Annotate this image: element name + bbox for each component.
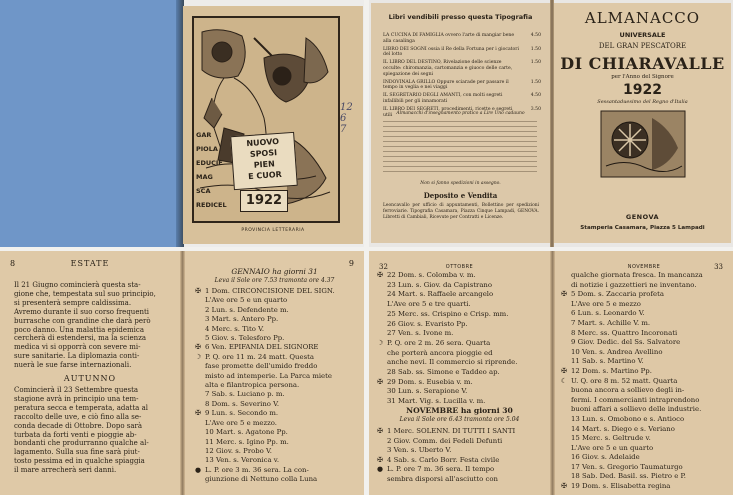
calendar-text: giunzione di Nettuno colla Luna <box>205 475 318 484</box>
calendar-symbol-icon <box>557 405 571 415</box>
calendar-row <box>191 362 361 371</box>
calendar-text: 12 Giov. s. Probo V. <box>205 446 272 455</box>
calendar-row <box>191 447 361 456</box>
sign-line: SPOSI <box>249 148 278 159</box>
calendar-row <box>373 271 549 281</box>
calendar-symbol-icon: ☾ <box>560 376 568 385</box>
calendar-text: 1 Merc. SOLENN. DI TUTTI I SANTI <box>387 427 516 435</box>
calendar-row <box>191 419 361 428</box>
calendar-symbol-icon <box>191 325 205 334</box>
calendar-text: che porterà ancora pioggie ed <box>387 348 493 357</box>
calendar-symbol-icon <box>557 281 571 291</box>
calendar-text: 27 Ven. s. Ivone m. <box>387 329 454 338</box>
calendar-symbol-icon <box>373 349 387 359</box>
calendar-row <box>557 367 731 377</box>
calendar-symbol-icon: ✠ <box>195 343 201 352</box>
calendar-row <box>373 300 549 310</box>
advert-item-text: LA CUCINA DI FAMIGLIA ovvero l'arte di mangiar bene alla casalinga <box>383 33 515 44</box>
calendar-text: 9 Giov. Dedic. del Ss. Salvatore <box>571 338 681 347</box>
calendar-symbol-icon <box>191 428 205 437</box>
calendar-row <box>191 296 361 305</box>
advert-item <box>383 47 541 59</box>
calendar-symbol-icon <box>557 425 571 435</box>
calendar-row <box>557 463 731 473</box>
calendar-symbol-icon <box>373 290 387 300</box>
calendar-text: 25 Merc. ss. Crispino e Crisp. mm. <box>387 309 509 318</box>
text-line: nuerà le sue farse internazionali. <box>14 361 132 370</box>
calendar-text: 8 Merc. ss. Quattro Incoronati <box>571 328 678 337</box>
calendar-symbol-icon <box>557 415 571 425</box>
text-line: bondanti che produrranno qualche al- <box>14 439 149 448</box>
calendar-text: 17 Ven. s. Gregorio Taumaturgo <box>571 462 683 471</box>
calendar-text: 2 Giov. Comm. dei Fedeli Defunti <box>387 436 503 445</box>
text-line: medica vi si opporrà con severe mi- <box>14 343 141 352</box>
text-line: poco danno. Una malattia epidemica <box>14 325 145 334</box>
woodcut-frame <box>192 16 340 223</box>
side-word: EDUCIE <box>196 159 223 167</box>
text-line: conda decade di Ottobre. Dopo sarà <box>14 421 143 430</box>
calendar-text: 5 Dom. s. Zaccaria profeta <box>571 290 664 299</box>
calendar-symbol-icon <box>373 446 387 456</box>
calendar-text: 4 Merc. s. Tito V. <box>205 324 265 333</box>
page-8 <box>0 251 180 495</box>
calendar-text: 31 Mart. Vig. s. Lucilla v. m. <box>387 397 486 406</box>
page-number: 9 <box>348 259 354 268</box>
pencil-note: 12 6 7 <box>340 102 353 135</box>
calendar-row <box>191 466 361 475</box>
calendar-row <box>191 353 361 362</box>
advert-items <box>383 33 541 120</box>
advert-item-price: 1.50 <box>530 46 541 52</box>
calendar-symbol-icon <box>557 309 571 319</box>
calendar-symbol-icon: ✠ <box>377 427 383 435</box>
calendar-lines <box>373 271 549 407</box>
calendar-text: 14 Mart. s. Diego e s. Veriano <box>571 424 675 433</box>
advert-page <box>371 3 550 243</box>
calendar-text: 1 Dom. CIRCONCISIONE DEL SIGN. <box>205 287 335 295</box>
calendar-symbol-icon: ✠ <box>195 409 201 418</box>
calendar-text: 22 Dom. s. Colomba v. m. <box>387 271 476 279</box>
sign-line: PIEN <box>253 159 276 170</box>
calendar-row <box>373 446 549 456</box>
calendar-row <box>373 281 549 291</box>
calendar-text: buoni affari a sollievo delle industrie. <box>571 405 702 414</box>
advert-item-price: 1.50 <box>530 60 541 66</box>
calendar-symbol-icon <box>191 475 205 484</box>
calendar-symbol-icon <box>191 447 205 456</box>
calendar-row <box>557 281 731 291</box>
calendar-symbol-icon <box>191 381 205 390</box>
calendar-symbol-icon: ☽ <box>376 338 384 347</box>
title-city: GENOVA <box>625 213 660 221</box>
sign-board <box>230 132 298 190</box>
text-line: si presenterà sempre caldissima. <box>14 298 132 307</box>
calendar-row <box>373 387 549 397</box>
advert-title: Libri vendibili presso questa Tipografia <box>388 13 533 21</box>
calendar-row <box>191 456 361 465</box>
text-line: sure sanitarie. La diplomazia conti- <box>14 352 140 361</box>
calendar-row <box>191 287 361 296</box>
calendar-row <box>373 368 549 378</box>
calendar-symbol-icon <box>373 387 387 397</box>
calendar-text: sembra disporsi all'asciutto con <box>387 474 498 483</box>
calendar-text: 6 Ven. EPIFANIA DEL SIGNORE <box>205 343 319 352</box>
side-word: REDICEL <box>196 201 227 209</box>
calendar-text: 15 Merc. s. Geltrude v. <box>571 434 651 443</box>
calendar-symbol-icon <box>557 386 571 396</box>
calendar-text: 3 Ven. s. Uberto V. <box>387 446 452 455</box>
calendar-row <box>373 475 549 485</box>
calendar-symbol-icon <box>557 463 571 473</box>
season-heading: ESTATE <box>70 259 110 268</box>
side-word: GAR <box>196 131 212 139</box>
calendar-text: 13 Lun. s. Omobono e s. Antioco <box>571 414 685 423</box>
calendar-row <box>373 349 549 359</box>
calendar-row <box>557 309 731 319</box>
calendar-text: 9 Lun. s. Secondo m. <box>205 409 279 418</box>
calendar-text: 5 Giov. s. Telesforo Pp. <box>205 334 285 343</box>
calendar-text: P. Q. ore 11 m. 24 matt. Questa <box>205 352 314 361</box>
calendar-text: 10 Ven. s. Andrea Avellino <box>571 347 663 356</box>
cover-caption: PROVINCIA LETTERARIA <box>241 228 305 233</box>
calendar-symbol-icon <box>373 320 387 330</box>
month-heading: GENNAIO ha giorni 31 <box>231 267 318 276</box>
text-line: raccolto delle uve, e ciò fino alla se- <box>14 412 142 421</box>
calendar-symbol-icon <box>191 362 205 371</box>
text-line: il mare arrecherà seri danni. <box>14 466 117 475</box>
calendar-symbol-icon <box>557 329 571 339</box>
calendar-text: 4 Sab. s. Carlo Borr. Festa civile <box>387 455 500 464</box>
calendar-symbol-icon <box>191 315 205 324</box>
calendar-row <box>373 437 549 447</box>
calendar-row <box>557 434 731 444</box>
advert-item-text: IL LIBRO DEL DESTINO, Rivelazione delle scienze occulte: chiromanzia, cartomanzia e giuoco delle carte, spiegazione dei segni <box>383 60 513 77</box>
calendar-row <box>373 465 549 475</box>
calendar-text: 6 Lun. s. Leonardo V. <box>571 309 645 318</box>
advert-item <box>383 93 541 105</box>
advert-item-text: IL SEGRETARIO DEGLI AMANTI, con molti segreti infallibili per gli innamorati <box>383 93 503 104</box>
calendar-row <box>557 472 731 482</box>
calendar-symbol-icon: ✠ <box>195 287 201 295</box>
calendar-row <box>373 339 549 349</box>
calendar-text: 19 Dom. s. Elisabetta regina <box>571 482 671 491</box>
side-word: PIOLA <box>196 145 218 153</box>
calendar-text: fermi. I commercianti intraprendono <box>571 395 700 404</box>
calendar-text: 11 Merc. s. Igino Pp. m. <box>205 437 289 446</box>
advert-item-text: INDOVINALA GRILLO Oppure sciarade per passare il tempo in veglia e nei viaggi <box>383 79 509 91</box>
calendar-text: 2 Lun. s. Defendente m. <box>205 305 289 314</box>
calendar-text: buona ancora a sollievo degli in- <box>571 386 685 395</box>
calendar-symbol-icon <box>557 348 571 358</box>
calendar-row <box>373 378 549 388</box>
calendar-symbol-icon <box>373 358 387 368</box>
text-line: burrasche con grandine che darà però <box>14 316 151 325</box>
calendar-text: L'Ave ore 5 e un quarto <box>571 443 654 452</box>
page-33 <box>555 251 733 495</box>
calendar-row <box>191 390 361 399</box>
calendar-symbol-icon <box>191 456 205 465</box>
vignette-illustration <box>600 110 686 178</box>
calendar-text: qualche giornata fresca. In mancanza <box>571 271 703 279</box>
sunrise-line: Leva il Sole ore 6.43 tramonta ore 5.04 <box>399 416 520 423</box>
advert-item-price: 3.50 <box>530 106 541 112</box>
calendar-row <box>373 456 549 466</box>
front-cover <box>183 6 363 244</box>
calendar-text: 16 Giov. s. Adelaide <box>571 453 640 462</box>
calendar-symbol-icon: ✠ <box>377 271 383 279</box>
calendar-row <box>191 372 361 381</box>
advert-note-2: Non si fanno spedizioni in assegno. <box>420 181 501 186</box>
title-regno: Sessantaduesimo del Regno d'Italia <box>597 99 688 105</box>
calendar-row <box>191 381 361 390</box>
title-del-gran: DEL GRAN PESCATORE <box>598 42 687 50</box>
calendar-row <box>557 271 731 281</box>
calendar-row <box>557 357 731 367</box>
calendar-row <box>557 300 731 310</box>
calendar-row <box>373 290 549 300</box>
advert-note: Almanacchi d'insegnamento pratico a Lire Uno cadauno <box>396 111 525 116</box>
autunno-text <box>14 386 174 475</box>
calendar-row <box>191 334 361 343</box>
advert-item-price: 4.50 <box>530 33 541 38</box>
page-32 <box>369 251 550 495</box>
calendar-symbol-icon <box>191 334 205 343</box>
calendar-row <box>373 329 549 339</box>
calendar-symbol-icon: ✠ <box>561 482 567 491</box>
calendar-text: 23 Lun. s. Giov. da Capistrano <box>387 280 493 289</box>
calendar-row <box>373 320 549 330</box>
calendar-row <box>191 438 361 447</box>
calendar-row <box>557 386 731 396</box>
depot-title: Deposito e Vendita <box>423 191 498 200</box>
calendar-row <box>191 400 361 409</box>
calendar-symbol-icon <box>557 396 571 406</box>
side-word: SCA <box>196 187 211 195</box>
calendar-symbol-icon <box>557 357 571 367</box>
calendar-row <box>373 310 549 320</box>
text-line: turbata da forti venti e pioggie ab- <box>14 430 137 439</box>
calendar-symbol-icon: ✠ <box>377 455 383 464</box>
text-line: Avremo durante il suo corso frequenti <box>14 307 150 316</box>
calendar-text: 30 Lun. s. Serapione V. <box>387 387 468 396</box>
calendar-symbol-icon <box>191 390 205 399</box>
title-chiaravalle: DI CHIARAVALLE <box>560 54 725 73</box>
calendar-text: L. P. ore 7 m. 36 sera. Il tempo <box>387 465 495 474</box>
calendar-text: alta e filantropica persona. <box>205 381 300 390</box>
calendar-symbol-icon: ✠ <box>561 366 567 375</box>
calendar-text: 11 Sab. s. Martino V. <box>571 357 644 366</box>
year-box: 1922 <box>240 190 288 212</box>
pages-8-9-photo <box>0 251 364 495</box>
advert-item-price: 4.50 <box>530 93 541 99</box>
calendar-row <box>191 475 361 484</box>
depot-text: Leoncavallo per ufficio di appuntamenti, Bollettino per spedizioni ferroviarie. Tipografia Casamara, Piazza Cinque Lampadi, GENOVA. Libretti di Cambiali, Ricevute per Contratti e Licenze. <box>383 203 539 220</box>
calendar-text: 7 Sab. s. Luciano p. m. <box>205 390 285 399</box>
season-heading: AUTUNNO <box>63 374 117 383</box>
calendar-symbol-icon <box>557 434 571 444</box>
calendar-row <box>557 290 731 300</box>
calendar-text: L'Ave ore 5 e mezzo. <box>205 418 277 427</box>
sunrise-line: Leva il Sole ore 7.53 tramonta ore 4.37 <box>214 277 335 284</box>
advert-item <box>383 80 541 92</box>
calendar-symbol-icon <box>373 281 387 291</box>
calendar-symbol-icon <box>191 438 205 447</box>
calendar-symbol-icon: ✠ <box>561 290 567 299</box>
calendar-row <box>373 358 549 368</box>
advert-item-text: IL LIBRO DEI SEGRETI, procedimenti, ricette e segreti utili <box>383 106 513 118</box>
sign-line: E CUOR <box>247 169 283 182</box>
calendar-lines <box>373 427 549 485</box>
advert-item-text: LIBRO DEI SOGNI ossia il Re della Fortuna per i giocatori del lotto <box>383 46 519 58</box>
calendar-symbol-icon <box>557 300 571 310</box>
calendar-text: fase promette dell'umido freddo <box>205 362 318 371</box>
calendar-symbol-icon <box>191 419 205 428</box>
calendar-row <box>557 453 731 463</box>
calendar-symbol-icon <box>373 368 387 378</box>
page-number: 33 <box>714 263 723 271</box>
calendar-symbol-icon <box>373 329 387 339</box>
calendar-symbol-icon <box>191 372 205 381</box>
estate-text <box>14 281 174 370</box>
calendar-row <box>557 444 731 454</box>
calendar-symbol-icon <box>373 310 387 320</box>
calendar-symbol-icon <box>557 338 571 348</box>
blue-back-cover <box>0 0 181 247</box>
calendar-row <box>191 325 361 334</box>
calendar-text: P. Q. ore 2 m. 26 sera. Quarta <box>387 338 491 347</box>
calendar-text: 13 Ven. s. Veronica v. <box>205 456 280 465</box>
month-heading: NOVEMBRE <box>627 264 661 270</box>
calendar-text: 26 Giov. s. Evaristo Pp. <box>387 319 468 328</box>
title-spread-photo <box>369 0 733 247</box>
calendar-text: 12 Dom. s. Martino Pp. <box>571 366 652 375</box>
title-per-anno: per l'Anno del Signore <box>611 74 674 80</box>
title-year: 1922 <box>623 82 662 98</box>
text-line: peratura secca e temperata, adatta al <box>14 403 148 412</box>
advert-item <box>383 33 541 45</box>
title-almanacco: ALMANACCO <box>584 9 701 27</box>
calendar-symbol-icon <box>557 319 571 329</box>
calendar-symbol-icon <box>557 472 571 482</box>
calendar-symbol-icon <box>557 271 571 281</box>
title-universale: UNIVERSALE <box>619 31 666 39</box>
calendar-row <box>191 315 361 324</box>
calendar-text: L'Ave ore 5 e un quarto <box>205 296 288 305</box>
calendar-symbol-icon: ☽ <box>194 352 202 361</box>
calendar-symbol-icon <box>191 400 205 409</box>
text-line: stagione avrà in principio una tem- <box>14 394 139 403</box>
text-line: cercherà di estendersi, ma la scienza <box>14 334 147 343</box>
calendar-text: anche nevi. Il commercio si riprende. <box>387 358 518 367</box>
calendar-row <box>191 343 361 352</box>
sign-line: NUOVO <box>246 136 280 149</box>
text-line: Il 21 Giugno comincierà questa sta- <box>14 281 141 289</box>
page-number: 32 <box>379 263 388 271</box>
cover-spread-photo <box>0 0 364 247</box>
calendar-symbol-icon <box>373 475 387 485</box>
calendar-row <box>557 329 731 339</box>
text-line: tosto pessima ed in qualche spiaggia <box>14 457 145 466</box>
calendar-symbol-icon: ● <box>376 465 383 474</box>
page-9 <box>185 251 364 495</box>
calendar-row <box>557 319 731 329</box>
calendar-row <box>191 409 361 418</box>
calendar-text: L'Ave ore 5 e tre quarti. <box>387 300 471 309</box>
title-printer: Stamperia Casamara, Piazza 5 Lampadi <box>580 225 705 231</box>
page-number: 8 <box>10 259 16 268</box>
calendar-text: 3 Mart. s. Antero Pp. <box>205 315 279 324</box>
month-heading: NOVEMBRE ha giorni 30 <box>406 406 513 415</box>
side-word: MAG <box>196 173 213 181</box>
calendar-symbol-icon: ● <box>194 465 201 474</box>
calendar-row <box>557 415 731 425</box>
calendar-text: L'Ave ore 5 e mezzo <box>571 299 641 308</box>
calendar-text: U. Q. ore 8 m. 52 matt. Quarta <box>571 376 678 385</box>
calendar-row <box>191 428 361 437</box>
calendar-symbol-icon: ✠ <box>377 377 383 386</box>
calendar-text: 10 Mart. s. Agatone Pp. <box>205 428 288 437</box>
advert-small-print <box>383 121 537 175</box>
month-heading: OTTOBRE <box>445 264 474 270</box>
calendar-text: 24 Mart. s. Raffaele arcangelo <box>387 290 494 299</box>
side-words <box>196 128 232 212</box>
calendar-text: di notizie i gazzettieri ne inventano. <box>571 280 697 289</box>
calendar-row <box>557 377 731 387</box>
calendar-row <box>557 405 731 415</box>
calendar-symbol-icon <box>191 296 205 305</box>
advert-item-price: 1.50 <box>530 79 541 85</box>
calendar-symbol-icon <box>557 453 571 463</box>
calendar-row <box>557 482 731 492</box>
calendar-text: misto ad intemperie. La Parca miete <box>205 371 332 380</box>
calendar-row <box>191 306 361 315</box>
text-line: gione che, tempestata sul suo principio, <box>14 289 156 298</box>
calendar-text: L. P. ore 3 m. 36 sera. La con- <box>205 465 309 474</box>
calendar-text: 8 Dom. s. Severino V. <box>205 399 280 408</box>
calendar-row <box>557 425 731 435</box>
calendar-text: 29 Dom. s. Eusebia v. m. <box>387 377 473 386</box>
calendar-row <box>557 396 731 406</box>
calendar-symbol-icon <box>373 437 387 447</box>
calendar-row <box>557 348 731 358</box>
calendar-symbol-icon <box>373 300 387 310</box>
calendar-row <box>557 338 731 348</box>
text-line: lagamento. Sulla sua fine sarà piut- <box>14 448 140 457</box>
calendar-symbol-icon <box>191 306 205 315</box>
calendar-row <box>373 427 549 437</box>
text-line: Comincierà il 23 Settembre questa <box>14 386 139 394</box>
calendar-text: 7 Mart. s. Achille V. m. <box>571 318 651 327</box>
calendar-lines <box>557 271 731 492</box>
advert-item <box>383 60 541 77</box>
calendar-symbol-icon <box>557 444 571 454</box>
calendar-lines <box>191 287 361 485</box>
title-page <box>554 3 731 243</box>
calendar-text: 18 Sab. Ded. Basil. ss. Pietro e P. <box>571 472 686 481</box>
pages-32-33-photo <box>369 251 733 495</box>
calendar-text: 28 Sab. ss. Simone e Taddeo ap. <box>387 368 500 377</box>
